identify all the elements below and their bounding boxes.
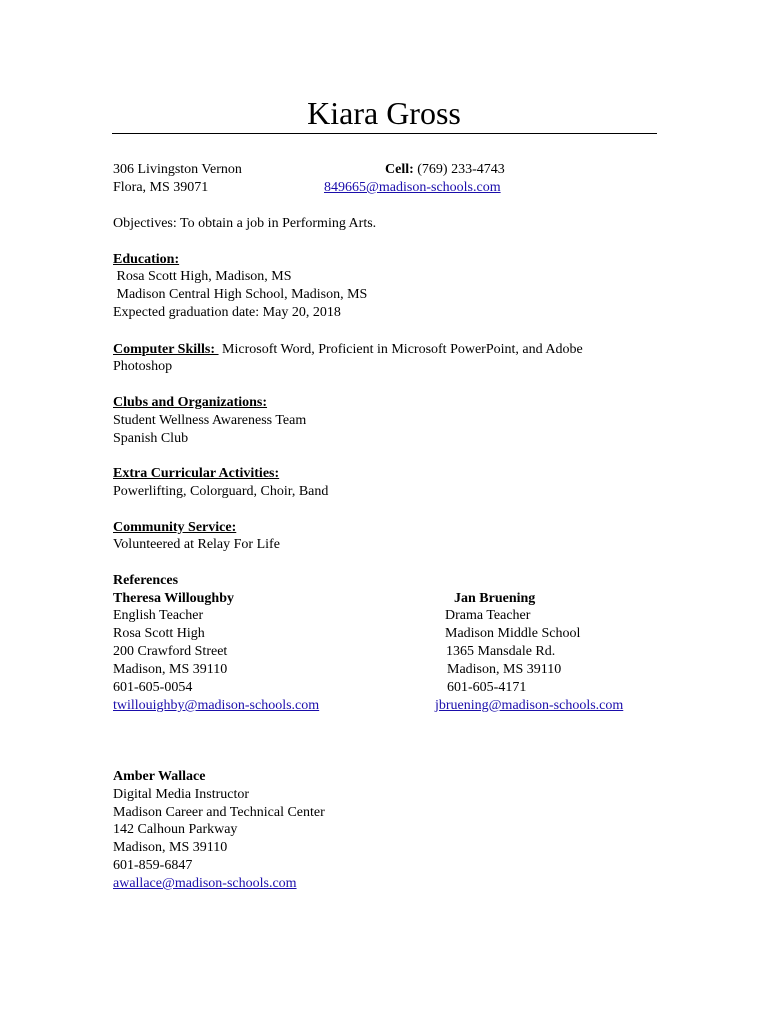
reference-phone: 601-605-0054: [113, 680, 193, 695]
community-heading: Community Service:: [113, 520, 237, 535]
reference-name: Theresa Willoughby: [113, 591, 234, 606]
reference-name: Amber Wallace: [113, 769, 206, 784]
club-item: Student Wellness Awareness Team: [113, 413, 307, 428]
reference-street: 200 Crawford Street: [113, 644, 228, 659]
reference-title: Digital Media Instructor: [113, 787, 250, 802]
computer-skills-text-cont: Photoshop: [113, 359, 173, 374]
cell-label: Cell:: [385, 162, 414, 177]
reference-phone: 601-859-6847: [113, 858, 193, 873]
reference-org: Rosa Scott High: [113, 626, 205, 641]
address-line-1: 306 Livingston Vernon: [113, 162, 242, 177]
reference-org: Madison Career and Technical Center: [113, 805, 325, 820]
header-divider: [112, 133, 657, 134]
reference-email-link[interactable]: jbruening@madison-schools.com: [435, 698, 624, 713]
reference-email-link[interactable]: awallace@madison-schools.com: [113, 876, 297, 891]
reference-street: 142 Calhoun Parkway: [113, 822, 238, 837]
reference-city: Madison, MS 39110: [113, 840, 228, 855]
cell-value: (769) 233-4743: [413, 162, 505, 177]
reference-name: Jan Bruening: [454, 591, 536, 606]
education-line: Rosa Scott High, Madison, MS: [113, 269, 292, 284]
contact-email-link[interactable]: 849665@madison-schools.com: [324, 180, 501, 195]
objectives: Objectives: To obtain a job in Performing Arts.: [113, 216, 377, 231]
computer-skills: [113, 341, 583, 359]
resume-name: Kiara Gross: [307, 95, 461, 131]
computer-skills-text: Microsoft Word, Proficient in Microsoft PowerPoint, and Adobe: [218, 342, 583, 357]
reference-email-link[interactable]: twillouighby@madison-schools.com: [113, 698, 320, 713]
extracurricular-heading: Extra Curricular Activities:: [113, 466, 280, 481]
address-line-2: Flora, MS 39071: [113, 180, 209, 195]
community-text: Volunteered at Relay For Life: [113, 537, 280, 552]
reference-street: 1365 Mansdale Rd.: [446, 644, 556, 659]
reference-phone: 601-605-4171: [447, 680, 527, 695]
club-item: Spanish Club: [113, 431, 189, 446]
reference-org: Madison Middle School: [445, 626, 581, 641]
education-line: Madison Central High School, Madison, MS: [113, 287, 368, 302]
clubs-heading: Clubs and Organizations:: [113, 395, 268, 410]
cell-phone: [385, 161, 505, 179]
education-heading: Education:: [113, 252, 180, 267]
reference-city: Madison, MS 39110: [447, 662, 562, 677]
references-heading: References: [113, 573, 179, 588]
reference-city: Madison, MS 39110: [113, 662, 228, 677]
reference-title: Drama Teacher: [445, 608, 531, 623]
computer-skills-heading: Computer Skills:: [113, 342, 219, 357]
education-line: Expected graduation date: May 20, 2018: [113, 305, 341, 320]
reference-title: English Teacher: [113, 608, 204, 623]
extracurricular-text: Powerlifting, Colorguard, Choir, Band: [113, 484, 329, 499]
